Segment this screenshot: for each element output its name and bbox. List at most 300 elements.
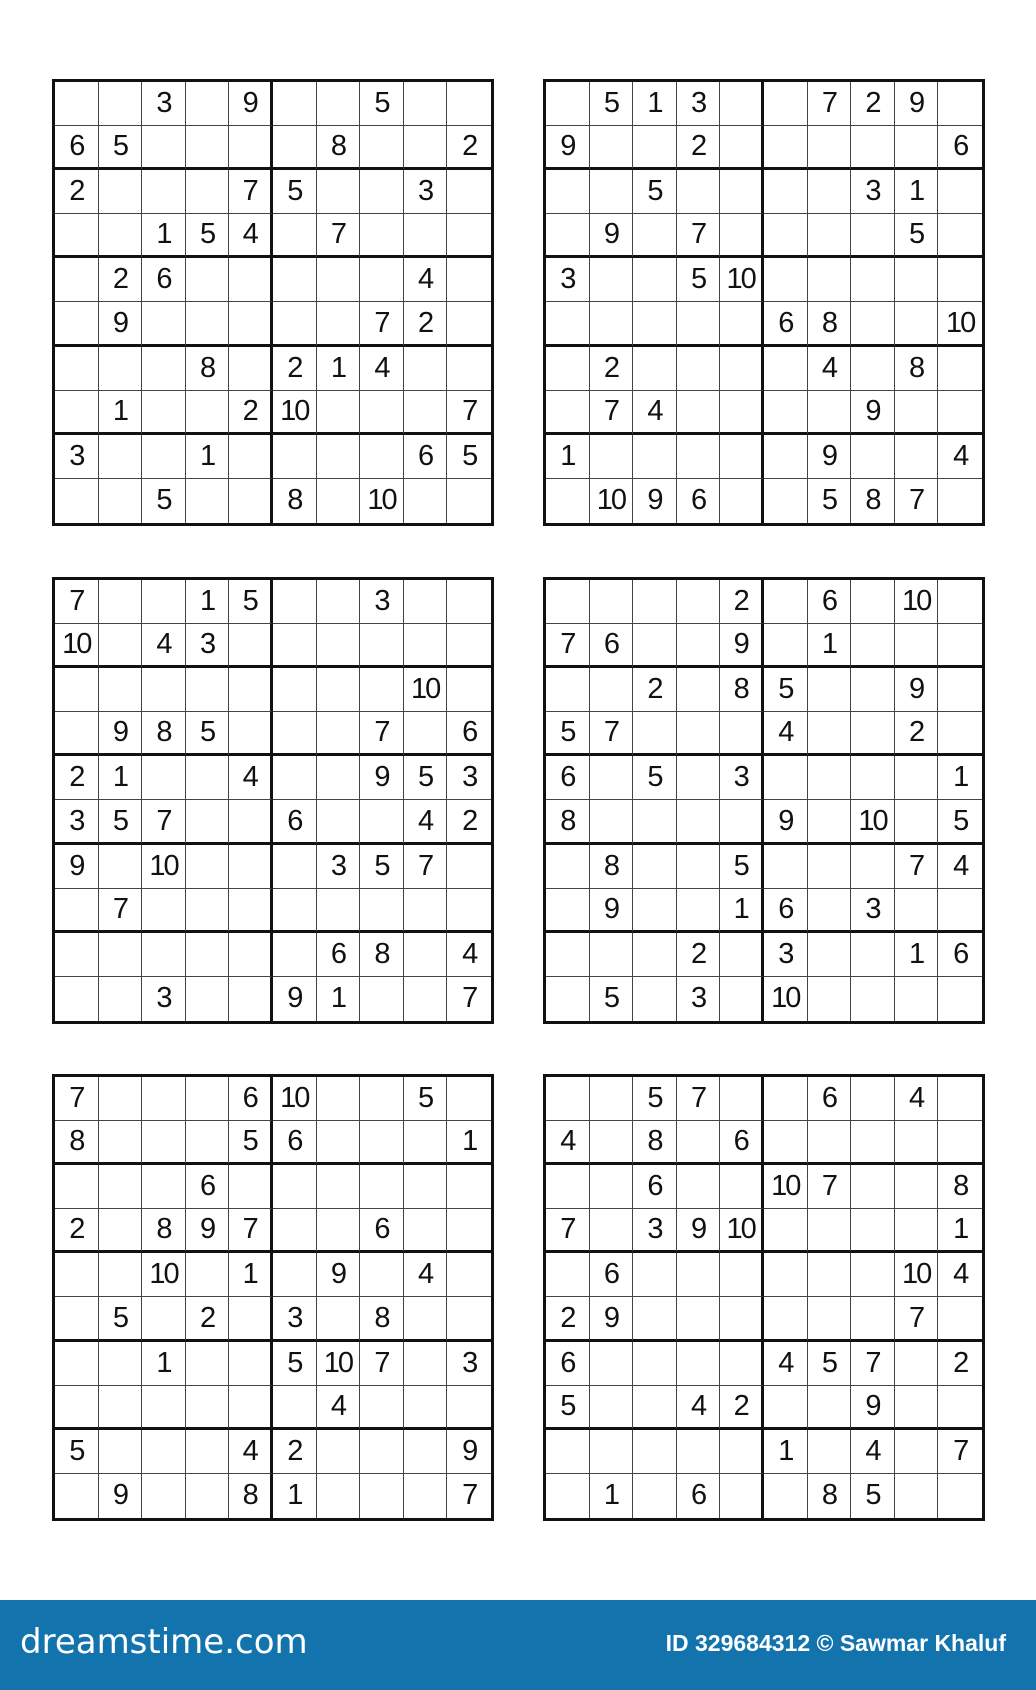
- sudoku-cell: [142, 391, 186, 435]
- sudoku-cell: [142, 1386, 186, 1430]
- sudoku-cell: 9: [590, 889, 634, 933]
- sudoku-cell: 10: [764, 977, 808, 1021]
- sudoku-cell: [142, 1077, 186, 1121]
- sudoku-cell: [404, 1121, 448, 1165]
- sudoku-cell: 4: [677, 1386, 721, 1430]
- sudoku-cell: 10: [851, 800, 895, 844]
- sudoku-cell: [764, 391, 808, 435]
- sudoku-cell: [229, 435, 273, 479]
- sudoku-cell: [360, 258, 404, 302]
- sudoku-cell: 7: [229, 1209, 273, 1253]
- sudoku-cell: [447, 624, 491, 668]
- sudoku-cell: 8: [938, 1165, 982, 1209]
- sudoku-cell: [590, 1121, 634, 1165]
- sudoku-cell: [851, 756, 895, 800]
- sudoku-cell: [142, 580, 186, 624]
- sudoku-cell: [360, 624, 404, 668]
- sudoku-cell: [142, 435, 186, 479]
- sudoku-cell: 5: [720, 845, 764, 889]
- sudoku-cell: 1: [633, 82, 677, 126]
- sudoku-cell: 3: [142, 82, 186, 126]
- sudoku-cell: [317, 580, 361, 624]
- sudoku-cell: 1: [142, 214, 186, 258]
- sudoku-cell: [99, 933, 143, 977]
- sudoku-cell: [99, 435, 143, 479]
- sudoku-cell: [447, 258, 491, 302]
- sudoku-cell: [404, 1342, 448, 1386]
- sudoku-cell: 7: [677, 214, 721, 258]
- sudoku-cell: 4: [764, 712, 808, 756]
- sudoku-cell: [99, 1209, 143, 1253]
- sudoku-cell: 7: [546, 1209, 590, 1253]
- sudoku-cell: [895, 1386, 939, 1430]
- sudoku-cell: [360, 1253, 404, 1297]
- sudoku-cell: [99, 1077, 143, 1121]
- sudoku-cell: [55, 302, 99, 346]
- sudoku-cell: 9: [99, 1474, 143, 1518]
- sudoku-cell: [317, 1430, 361, 1474]
- sudoku-cell: [186, 302, 230, 346]
- sudoku-cell: 2: [546, 1297, 590, 1341]
- sudoku-cell: [229, 347, 273, 391]
- sudoku-cell: [633, 126, 677, 170]
- footer-banner: [0, 1600, 1036, 1690]
- sudoku-cell: [895, 800, 939, 844]
- sudoku-cell: 1: [895, 933, 939, 977]
- sudoku-cell: 6: [273, 1121, 317, 1165]
- sudoku-cell: [808, 214, 852, 258]
- sudoku-cell: 7: [142, 800, 186, 844]
- sudoku-cell: 9: [895, 668, 939, 712]
- sudoku-cell: [720, 435, 764, 479]
- sudoku-cell: [99, 845, 143, 889]
- sudoku-cell: [633, 435, 677, 479]
- sudoku-cell: 6: [677, 479, 721, 523]
- sudoku-cell: [546, 302, 590, 346]
- sudoku-cell: 3: [447, 756, 491, 800]
- sudoku-cell: [360, 435, 404, 479]
- sudoku-cell: [273, 435, 317, 479]
- sudoku-cell: [938, 1077, 982, 1121]
- sudoku-cell: [851, 624, 895, 668]
- sudoku-cell: [851, 1253, 895, 1297]
- sudoku-cell: [938, 214, 982, 258]
- sudoku-cell: [360, 170, 404, 214]
- sudoku-cell: 9: [808, 435, 852, 479]
- sudoku-cell: [895, 1121, 939, 1165]
- sudoku-cell: 7: [895, 845, 939, 889]
- sudoku-cell: 10: [273, 391, 317, 435]
- sudoku-cell: 4: [764, 1342, 808, 1386]
- sudoku-cell: 8: [590, 845, 634, 889]
- sudoku-cell: [447, 214, 491, 258]
- sudoku-cell: 8: [186, 347, 230, 391]
- sudoku-cell: 8: [720, 668, 764, 712]
- sudoku-cell: [720, 391, 764, 435]
- sudoku-cell: 3: [677, 977, 721, 1021]
- sudoku-cell: [99, 624, 143, 668]
- sudoku-cell: 9: [55, 845, 99, 889]
- sudoku-cell: 4: [404, 1253, 448, 1297]
- sudoku-cell: 8: [851, 479, 895, 523]
- sudoku-cell: [851, 1209, 895, 1253]
- sudoku-cell: [142, 1474, 186, 1518]
- sudoku-cell: [720, 1342, 764, 1386]
- sudoku-cell: 7: [99, 889, 143, 933]
- sudoku-cell: [404, 977, 448, 1021]
- sudoku-cell: [895, 624, 939, 668]
- sudoku-cell: 4: [938, 435, 982, 479]
- sudoku-cell: [764, 435, 808, 479]
- sudoku-cell: [447, 1386, 491, 1430]
- sudoku-cell: [938, 889, 982, 933]
- sudoku-cell: [404, 214, 448, 258]
- sudoku-cell: [317, 668, 361, 712]
- sudoku-cell: [229, 977, 273, 1021]
- sudoku-cell: 10: [764, 1165, 808, 1209]
- sudoku-cell: [851, 1165, 895, 1209]
- sudoku-cell: 6: [229, 1077, 273, 1121]
- sudoku-cell: 5: [273, 170, 317, 214]
- sudoku-cell: 10: [142, 1253, 186, 1297]
- sudoku-cell: 5: [808, 479, 852, 523]
- sudoku-cell: 3: [273, 1297, 317, 1341]
- sudoku-cell: 7: [895, 479, 939, 523]
- sudoku-cell: 5: [677, 258, 721, 302]
- sudoku-cell: 9: [229, 82, 273, 126]
- sudoku-cell: 6: [808, 1077, 852, 1121]
- sudoku-cell: [546, 977, 590, 1021]
- sudoku-cell: [633, 347, 677, 391]
- sudoku-cell: 10: [360, 479, 404, 523]
- sudoku-cell: [590, 435, 634, 479]
- sudoku-cell: 7: [462, 982, 477, 1015]
- sudoku-cell: 9: [317, 1253, 361, 1297]
- sudoku-cell: [633, 800, 677, 844]
- sudoku-cell: [851, 668, 895, 712]
- sudoku-cell: [317, 391, 361, 435]
- sudoku-cell: 5: [229, 580, 273, 624]
- sudoku-cell: 5: [447, 435, 491, 479]
- sudoku-cell: [99, 977, 143, 1021]
- sudoku-cell: [895, 889, 939, 933]
- sudoku-cell: [186, 1430, 230, 1474]
- sudoku-cell: [229, 933, 273, 977]
- sudoku-cell: [186, 82, 230, 126]
- sudoku-cell: 5: [360, 845, 404, 889]
- sudoku-cell: [317, 258, 361, 302]
- sudoku-cell: [764, 258, 808, 302]
- sudoku-cell: 5: [633, 1077, 677, 1121]
- sudoku-cell: [55, 1386, 99, 1430]
- sudoku-cell: [273, 889, 317, 933]
- sudoku-cell: [808, 1209, 852, 1253]
- sudoku-cell: [317, 170, 361, 214]
- sudoku-cell: [360, 1165, 404, 1209]
- sudoku-cell: [317, 82, 361, 126]
- sudoku-cell: [404, 889, 448, 933]
- sudoku-cell: [229, 889, 273, 933]
- sudoku-cell: [273, 756, 317, 800]
- sudoku-cell: [590, 126, 634, 170]
- sudoku-cell: [273, 126, 317, 170]
- sudoku-cell: 4: [404, 800, 448, 844]
- sudoku-cell: [895, 1430, 939, 1474]
- sudoku-cell: 4: [404, 258, 448, 302]
- sudoku-cell: 7: [851, 1342, 895, 1386]
- sudoku-cell: 5: [895, 214, 939, 258]
- sudoku-cell: [142, 1430, 186, 1474]
- sudoku-cell: [633, 1430, 677, 1474]
- sudoku-cell: [186, 1121, 230, 1165]
- sudoku-cell: 8: [229, 1474, 273, 1518]
- sudoku-cell: [186, 977, 230, 1021]
- sudoku-cell: [404, 1474, 448, 1518]
- sudoku-cell: 1: [317, 977, 361, 1021]
- sudoku-cell: [677, 668, 721, 712]
- sudoku-cell: [273, 1386, 317, 1430]
- sudoku-cell: 2: [720, 1386, 764, 1430]
- sudoku-cell: 2: [404, 302, 448, 346]
- sudoku-cell: [55, 933, 99, 977]
- sudoku-cell: [273, 845, 317, 889]
- sudoku-cell: 1: [99, 756, 143, 800]
- sudoku-cell: [404, 712, 448, 756]
- sudoku-cell: [938, 712, 982, 756]
- sudoku-cell: 3: [633, 1209, 677, 1253]
- sudoku-cell: [633, 889, 677, 933]
- sudoku-cell: [404, 1165, 448, 1209]
- sudoku-cell: [851, 1077, 895, 1121]
- sudoku-cell: 5: [186, 712, 230, 756]
- sudoku-cell: [720, 1165, 764, 1209]
- sudoku-cell: [633, 1253, 677, 1297]
- sudoku-cell: [633, 214, 677, 258]
- sudoku-cell: 4: [447, 933, 491, 977]
- sudoku-cell: 7: [808, 82, 852, 126]
- sudoku-cell: [677, 800, 721, 844]
- sudoku-cell: [186, 889, 230, 933]
- sudoku-cell: 2: [447, 800, 491, 844]
- sudoku-cell: [895, 1209, 939, 1253]
- sudoku-cell: [808, 258, 852, 302]
- sudoku-cell: [404, 1209, 448, 1253]
- sudoku-cell: 8: [895, 347, 939, 391]
- sudoku-cell: [447, 580, 491, 624]
- sudoku-cell: [55, 1253, 99, 1297]
- sudoku-cell: 2: [590, 347, 634, 391]
- sudoku-cell: 6: [142, 258, 186, 302]
- sudoku-cell: [720, 82, 764, 126]
- sudoku-cell: [546, 580, 590, 624]
- sudoku-cell: 2: [55, 170, 99, 214]
- sudoku-cell: [677, 435, 721, 479]
- sudoku-cell: 4: [808, 347, 852, 391]
- sudoku-cell: [447, 1165, 491, 1209]
- sudoku-cell: [633, 712, 677, 756]
- sudoku-cell: [938, 977, 982, 1021]
- sudoku-cell: 8: [142, 712, 186, 756]
- sudoku-cell: [273, 302, 317, 346]
- image-credit: ID 329684312 © Sawmar Khaluf: [665, 1630, 1006, 1656]
- sudoku-cell: 10: [895, 580, 939, 624]
- sudoku-cell: 7: [360, 712, 404, 756]
- sudoku-cell: [447, 347, 491, 391]
- sudoku-cell: [895, 391, 939, 435]
- sudoku-cell: [851, 302, 895, 346]
- sudoku-cell: [633, 977, 677, 1021]
- sudoku-cell: [99, 1430, 143, 1474]
- sudoku-cell: [186, 800, 230, 844]
- sudoku-cell: [677, 889, 721, 933]
- sudoku-cell: 10: [404, 668, 448, 712]
- sudoku-cell: [808, 1430, 852, 1474]
- sudoku-cell: 1: [590, 1474, 634, 1518]
- sudoku-cell: 9: [273, 977, 317, 1021]
- sudoku-cell: [764, 1209, 808, 1253]
- sudoku-cell: [447, 1209, 491, 1253]
- sudoku-cell: 6: [677, 1474, 721, 1518]
- sudoku-cell: 1: [186, 435, 230, 479]
- sudoku-cell: [186, 933, 230, 977]
- sudoku-cell: [808, 977, 852, 1021]
- sudoku-cell: [229, 1297, 273, 1341]
- sudoku-cell: 6: [938, 933, 982, 977]
- sudoku-cell: 10: [720, 1209, 764, 1253]
- sudoku-cell: 7: [360, 302, 404, 346]
- sudoku-cell: 9: [633, 479, 677, 523]
- sudoku-cell: [720, 800, 764, 844]
- sudoku-cell: [720, 126, 764, 170]
- sudoku-cell: [404, 1297, 448, 1341]
- sudoku-cell: 8: [273, 479, 317, 523]
- sudoku-cell: [851, 712, 895, 756]
- sudoku-cell: 5: [99, 800, 143, 844]
- sudoku-cell: 6: [633, 1165, 677, 1209]
- sudoku-cell: [186, 668, 230, 712]
- sudoku-cell: 9: [99, 712, 143, 756]
- sudoku-cell: [677, 1342, 721, 1386]
- sudoku-cell: [633, 1342, 677, 1386]
- sudoku-cell: [360, 126, 404, 170]
- sudoku-cell: [677, 170, 721, 214]
- sudoku-cell: [273, 1209, 317, 1253]
- sudoku-cell: 8: [546, 800, 590, 844]
- sudoku-cell: [186, 1386, 230, 1430]
- sudoku-cell: [447, 170, 491, 214]
- sudoku-cell: 9: [99, 302, 143, 346]
- sudoku-cell: 7: [447, 391, 491, 435]
- sudoku-cell: [55, 1474, 99, 1518]
- sudoku-cell: [229, 800, 273, 844]
- sudoku-cell: [360, 1474, 404, 1518]
- sudoku-cell: 1: [142, 1342, 186, 1386]
- sudoku-cell: 10: [142, 845, 186, 889]
- sudoku-cell: [764, 126, 808, 170]
- sudoku-cell: [938, 668, 982, 712]
- sudoku-cell: [590, 668, 634, 712]
- sudoku-cell: [677, 712, 721, 756]
- sudoku-cell: [99, 668, 143, 712]
- sudoku-grid-6: [543, 1074, 985, 1521]
- sudoku-cell: [447, 1253, 491, 1297]
- sudoku-cell: [633, 933, 677, 977]
- sudoku-cell: [590, 302, 634, 346]
- sudoku-cell: 5: [590, 82, 634, 126]
- sudoku-cell: 9: [895, 82, 939, 126]
- sudoku-cell: [404, 82, 448, 126]
- sudoku-cell: [317, 435, 361, 479]
- sudoku-grid-2: [543, 79, 985, 526]
- sudoku-cell: [273, 668, 317, 712]
- sudoku-cell: [55, 668, 99, 712]
- sudoku-cell: 5: [273, 1342, 317, 1386]
- sudoku-cell: [404, 1430, 448, 1474]
- sudoku-cell: 8: [808, 1474, 852, 1518]
- sudoku-cell: 9: [590, 214, 634, 258]
- sudoku-cell: [851, 845, 895, 889]
- sudoku-cell: [142, 1121, 186, 1165]
- sudoku-cell: [677, 1165, 721, 1209]
- sudoku-cell: [764, 756, 808, 800]
- sudoku-cell: [677, 347, 721, 391]
- sudoku-cell: [447, 845, 491, 889]
- sudoku-cell: 10: [938, 302, 982, 346]
- sudoku-cell: 6: [546, 1342, 590, 1386]
- sudoku-cell: [404, 479, 448, 523]
- sudoku-cell: [447, 479, 491, 523]
- sudoku-cell: [677, 391, 721, 435]
- sudoku-cell: [404, 624, 448, 668]
- sudoku-cell: 5: [851, 1474, 895, 1518]
- sudoku-cell: [404, 933, 448, 977]
- sudoku-cell: 3: [55, 800, 99, 844]
- sudoku-cell: [447, 302, 491, 346]
- sudoku-cell: 5: [546, 1386, 590, 1430]
- sudoku-cell: [99, 82, 143, 126]
- dreamstime-logo[interactable]: dreamstime.com: [20, 1622, 308, 1662]
- sudoku-cell: [851, 1121, 895, 1165]
- sudoku-cell: 6: [938, 126, 982, 170]
- sudoku-cell: [229, 258, 273, 302]
- sudoku-cell: [55, 1165, 99, 1209]
- sudoku-cell: [317, 624, 361, 668]
- sudoku-cell: [404, 126, 448, 170]
- sudoku-cell: 6: [546, 756, 590, 800]
- sudoku-cell: [186, 170, 230, 214]
- sudoku-cell: 5: [808, 1342, 852, 1386]
- sudoku-cell: [633, 1474, 677, 1518]
- sudoku-cell: [895, 1165, 939, 1209]
- sudoku-cell: [546, 214, 590, 258]
- sudoku-cell: 3: [720, 756, 764, 800]
- sudoku-cell: 1: [186, 580, 230, 624]
- sudoku-cell: 2: [677, 933, 721, 977]
- sudoku-cell: [142, 756, 186, 800]
- sudoku-cell: [938, 1121, 982, 1165]
- sudoku-cell: [186, 1253, 230, 1297]
- sudoku-cell: [317, 889, 361, 933]
- sudoku-cell: [186, 479, 230, 523]
- sudoku-cell: [764, 1077, 808, 1121]
- sudoku-cell: [677, 580, 721, 624]
- sudoku-cell: 2: [55, 756, 99, 800]
- sudoku-cell: [317, 1297, 361, 1341]
- sudoku-cell: [186, 391, 230, 435]
- sudoku-cell: [677, 302, 721, 346]
- sudoku-cell: [808, 1253, 852, 1297]
- sudoku-cell: [938, 170, 982, 214]
